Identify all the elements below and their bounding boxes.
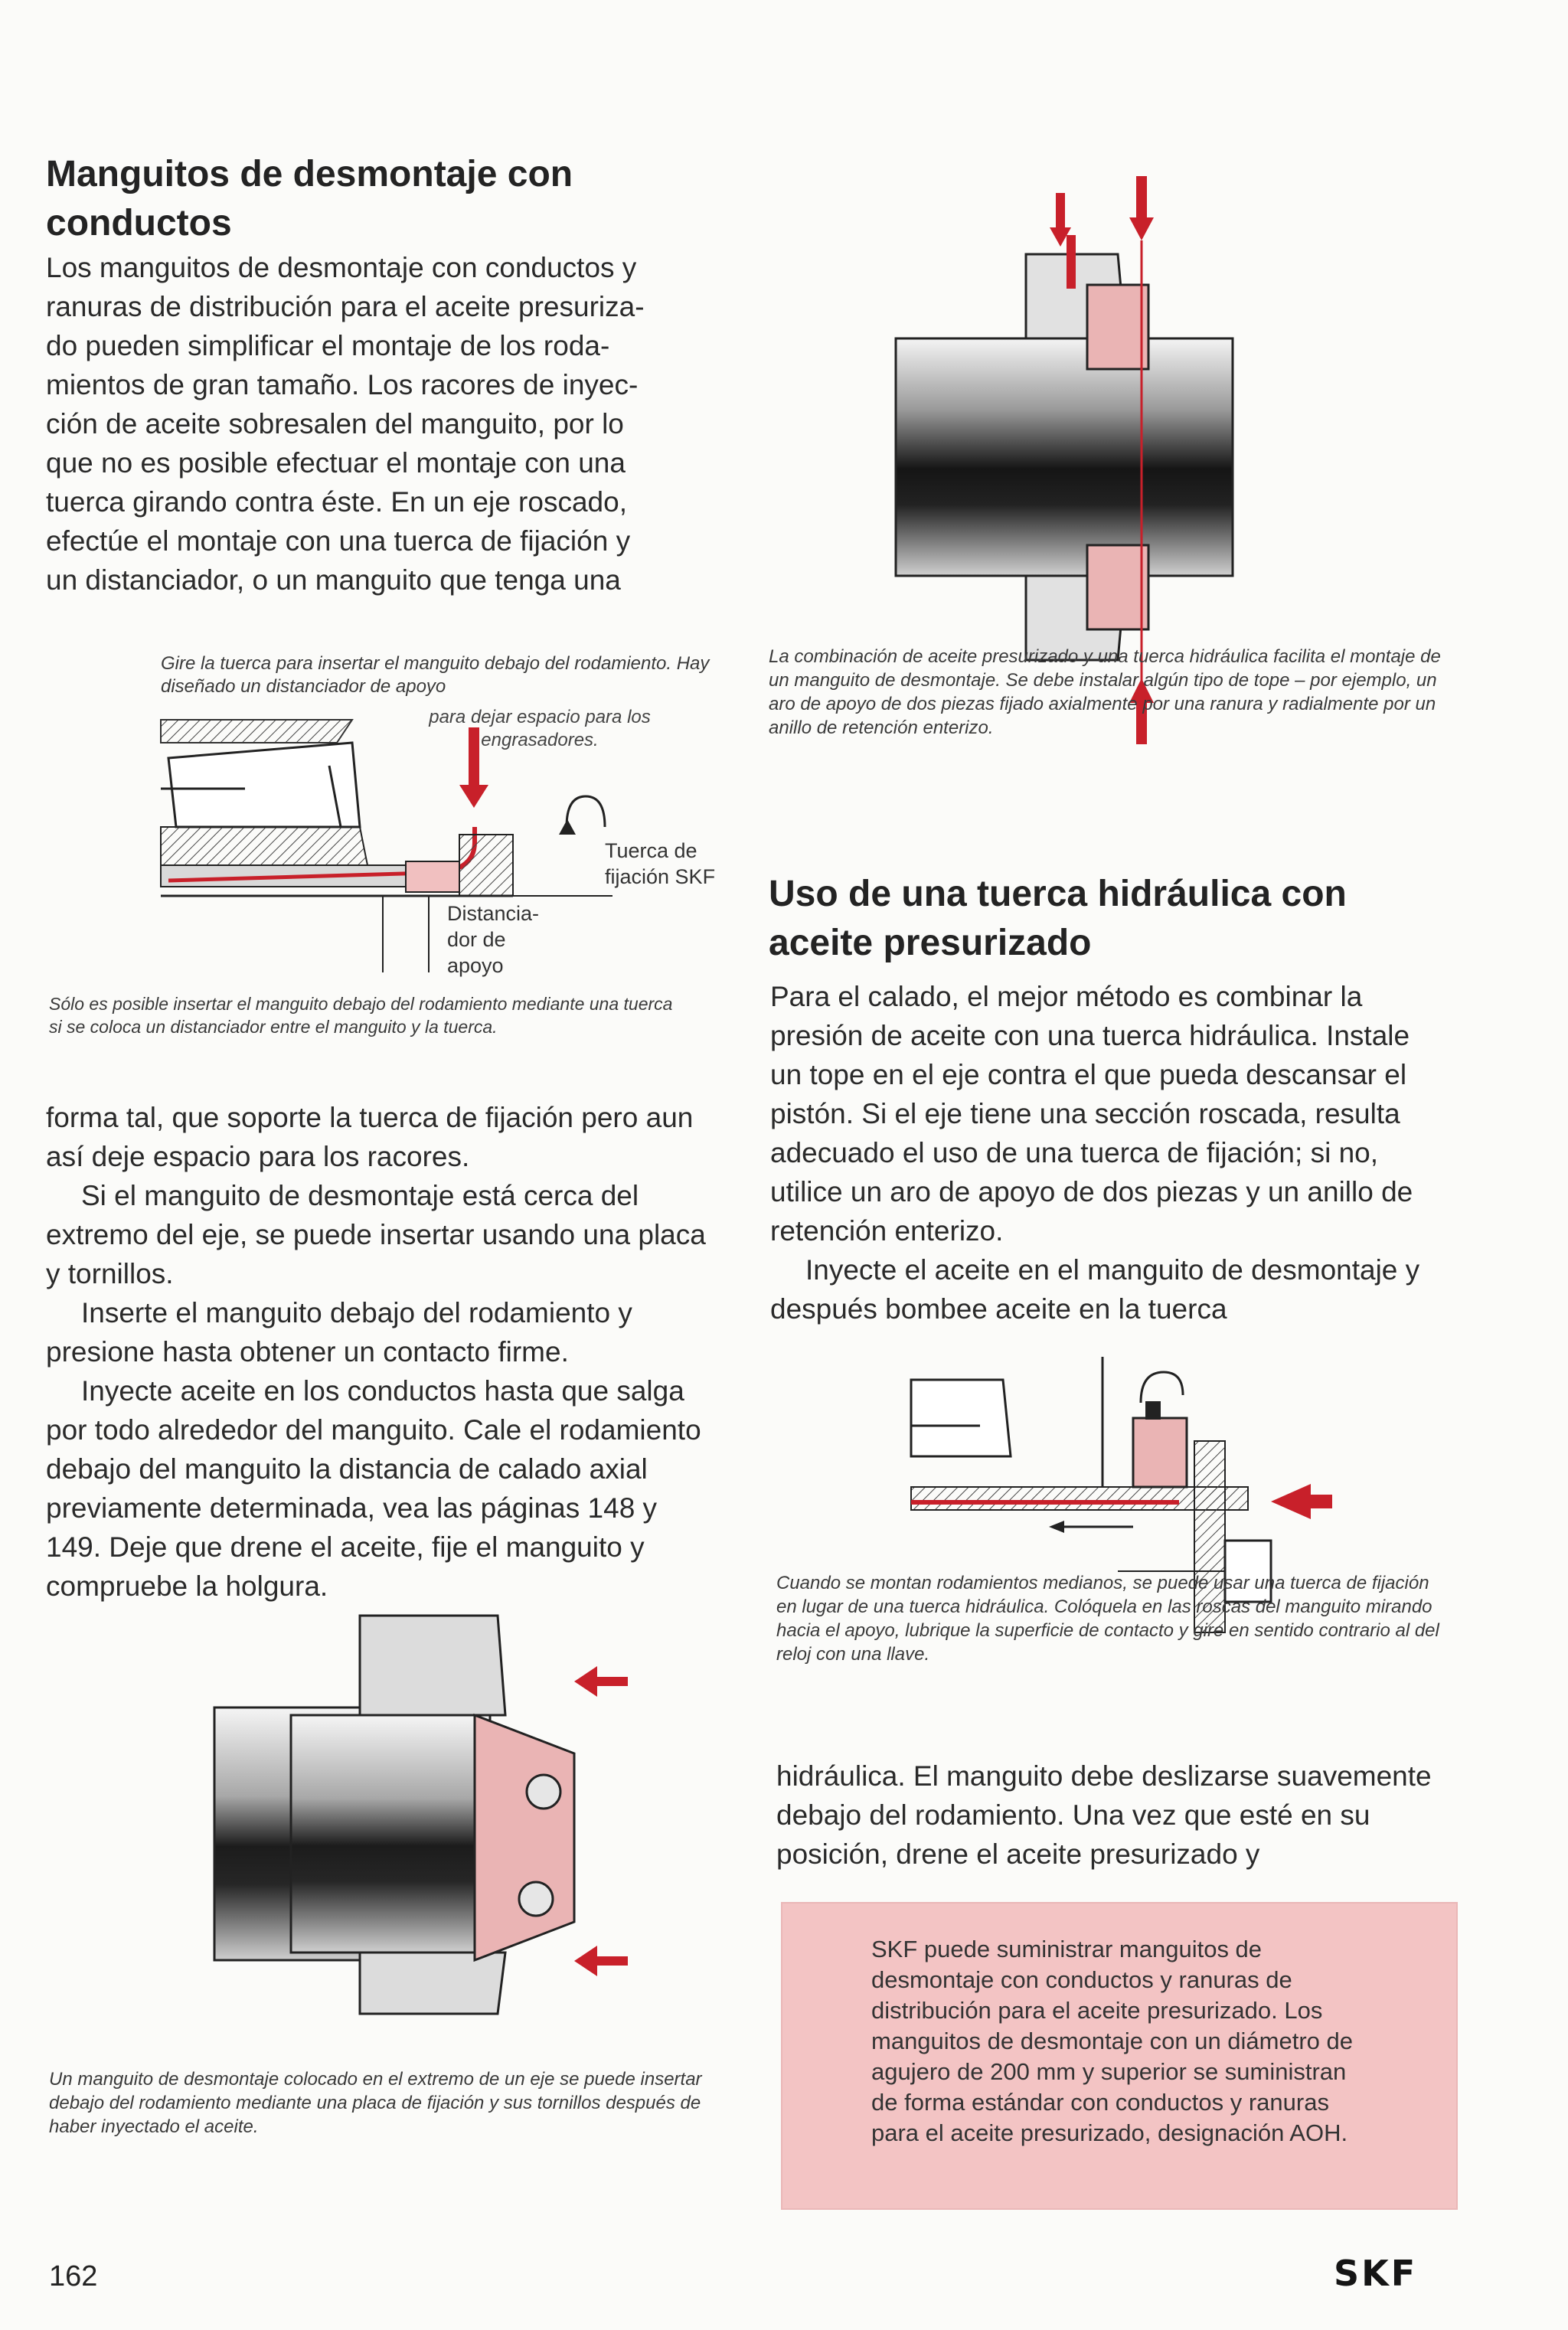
section-heading-sleeves: Manguitos de desmontaje con conductos (46, 154, 573, 243)
right-body (770, 977, 1444, 1328)
intro-line: que no es posible efectuar el montaje con una (46, 447, 626, 479)
left-body-continued (46, 1098, 720, 1606)
fig1-label-nut: Tuerca de fijación SKF (605, 839, 716, 888)
fig2-caption: La combinación de aceite presurizado y una tuerca hidráulica facilita el montaje de un manguito de desmontaje. Se debe instalar algún tipo de tope – por ejemplo, un aro de apoyo de dos piezas fijado axialmente por una ranura y radialmente por un anillo de retención enterizo. (769, 646, 1441, 738)
page-number: 162 (49, 2260, 98, 2292)
paragraph: forma tal, que soporte la tuerca de fijación pero aun así deje espacio para los racores. (46, 1102, 694, 1172)
intro-paragraph (46, 248, 727, 600)
paragraph: Inyecte aceite en los conductos hasta que salga por todo alrededor del manguito. Cale el rodamiento debajo del manguito la distancia de calado axial previamente determinada, vea las páginas 148 y 149. Deje que drene el aceite, fije el manguito y compruebe la holgura. (46, 1375, 701, 1602)
section-heading-hydraulic-nut: Uso de una tuerca hidráulica con aceite presurizado (769, 874, 1347, 963)
info-box (781, 1902, 1458, 2210)
intro-line: efectúe el montaje con una tuerca de fijación y (46, 525, 631, 557)
intro-line: do pueden simplificar el montaje de los roda- (46, 330, 610, 361)
fig1-label-space: para dejar espacio para los engrasadores. (429, 707, 651, 750)
intro-line: mientos de gran tamaño. Los racores de inyec- (46, 369, 639, 400)
intro-line: Los manguitos de desmontaje con conductos y (46, 252, 637, 283)
paragraph: Inyecte el aceite en el manguito de desmontaje y después bombee aceite en la tuerca (770, 1254, 1420, 1325)
skf-logo: SKF (1334, 2253, 1418, 2294)
fig1-caption-bottom: Sólo es posible insertar el manguito debajo del rodamiento mediante una tuerca si se coloca un distanciador entre el manguito y la tuerca. (49, 994, 673, 1037)
right-body-continued: hidráulica. El manguito debe deslizarse suavemente debajo del rodamiento. Una vez que esté en su posición, drene el aceite presurizado y (776, 1760, 1432, 1870)
intro-line: ranuras de distribución para el aceite presuriza- (46, 291, 645, 322)
info-box-text: SKF puede suministrar manguitos de desmontaje con conductos y ranuras de distribución para el aceite presurizado. Los manguitos de desmontaje con un diámetro de agujero de 200 mm y superior se suministran de forma estándar con conductos y ranuras para el aceite presurizado, designación AOH. (871, 1936, 1354, 2146)
fig1-label-spacer: Distancia-dor de apoyo (447, 902, 540, 977)
fig3-end-plate-diagram (214, 1616, 643, 2014)
fig1-caption-top: Gire la tuerca para insertar el manguito debajo del rodamiento. Hay diseñado un distanciador de apoyo (161, 653, 710, 697)
intro-line: ción de aceite sobresalen del manguito, por lo (46, 408, 624, 440)
intro-line: tuerca girando contra éste. En un eje roscado, (46, 486, 627, 518)
fig4-caption: Cuando se montan rodamientos medianos, se puede usar una tuerca de fijación en lugar de una tuerca hidráulica. Colóquela en las roscas del manguito mirando hacia el apoyo, lubrique la superficie de contacto y gire en sentido contrario al del reloj con una llave. (776, 1573, 1439, 1665)
paragraph: Si el manguito de desmontaje está cerca del extremo del eje, se puede insertar usando una placa y tornillos. (46, 1180, 706, 1289)
fig3-caption: Un manguito de desmontaje colocado en el extremo de un eje se puede insertar debajo del rodamiento mediante una placa de fijación y sus tornillos después de haber inyectado el aceite. (49, 2069, 702, 2137)
paragraph: Inserte el manguito debajo del rodamiento y presione hasta obtener un contacto firme. (46, 1297, 632, 1368)
intro-line: un distanciador, o un manguito que tenga una (46, 564, 621, 596)
paragraph: Para el calado, el mejor método es combinar la presión de aceite con una tuerca hidráulica. Instale un tope en el eje contra el que pueda descansar el pistón. Si el eje tiene una sección roscada, resulta adecuado el uso de una tuerca de fijación; si no, utilice un aro de apoyo de dos piezas y un anillo de retención enterizo. (770, 981, 1413, 1247)
